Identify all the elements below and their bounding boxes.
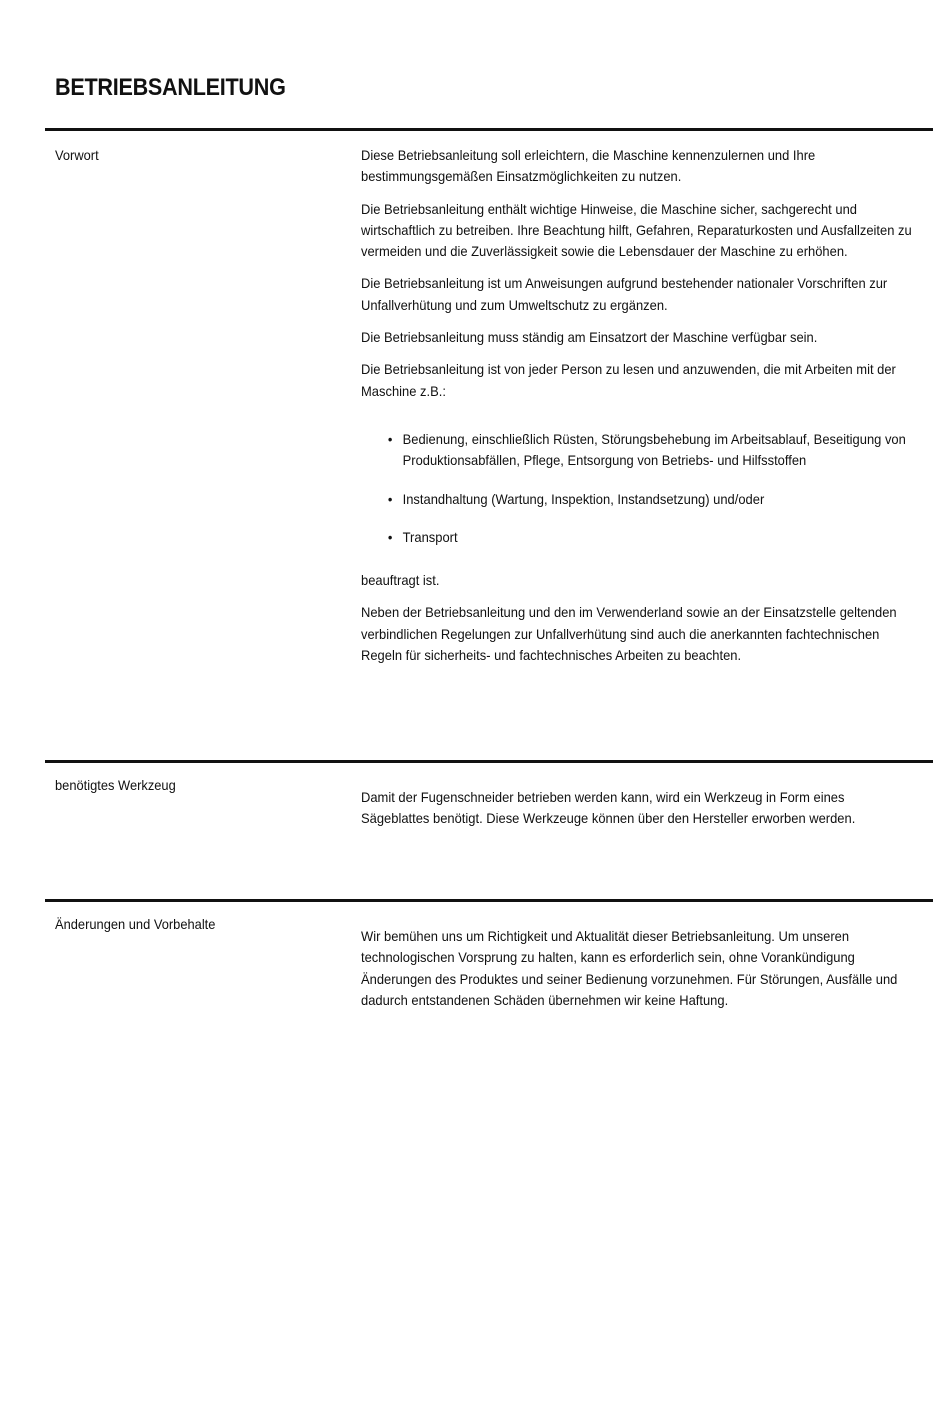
list-item-text: Bedienung, einschließlich Rüsten, Störungsbehebung im Arbeitsablauf, Beseitigung von Produktionsabfällen, Pflege, Entsorgung von Betriebs- und Hilfsstoffen: [402, 430, 906, 469]
paragraph: Die Betriebsanleitung ist von jeder Person zu lesen und anzuwenden, die mit Arbeiten mit der Maschine z.B.:: [361, 361, 896, 399]
bullet-icon: •: [387, 430, 393, 447]
section-label-vorwort: Vorwort: [55, 147, 99, 163]
page-title: BETRIEBSANLEITUNG: [55, 74, 286, 101]
section-body-vorwort: [361, 145, 916, 677]
list-item-text: Instandhaltung (Wartung, Inspektion, Instandsetzung) und/oder: [402, 490, 765, 507]
paragraph: Die Betriebsanleitung ist um Anweisungen aufgrund bestehender nationaler Vorschriften zur Unfallverhütung und zum Umweltschutz zu ergänzen.: [361, 275, 888, 313]
section-divider: [45, 128, 933, 131]
section-label-aenderungen: Änderungen und Vorbehalte: [55, 916, 216, 932]
bullet-icon: •: [387, 528, 393, 545]
list-item: [361, 489, 916, 510]
paragraph: Diese Betriebsanleitung soll erleichtern, die Maschine kennenzulernen und Ihre bestimmungsgemäßen Einsatzmöglichkeiten zu nutzen.: [361, 147, 816, 185]
paragraph: Damit der Fugenschneider betrieben werden kann, wird ein Werkzeug in Form eines Sägeblattes benötigt. Diese Werkzeuge können über den Hersteller erworben werden.: [361, 789, 856, 827]
section-body-aenderungen: [361, 926, 916, 1022]
section-divider: [45, 760, 933, 763]
paragraph: Wir bemühen uns um Richtigkeit und Aktualität dieser Betriebsanleitung. Um unseren technologischen Vorsprung zu halten, kann es erforderlich sein, ohne Vorankündigung Änderungen des Produktes und seiner Bedienung vorzunehmen. Für Störungen, Ausfälle und dadurch entstandenen Schäden übernehmen wir keine Haftung.: [361, 928, 898, 1008]
bullet-icon: •: [387, 490, 393, 507]
list-item: [361, 429, 916, 472]
list-item: [361, 527, 916, 548]
bullet-list: [361, 429, 916, 548]
section-divider: [45, 899, 933, 902]
paragraph: Die Betriebsanleitung muss ständig am Einsatzort der Maschine verfügbar sein.: [361, 329, 818, 346]
section-label-werkzeug: benötigtes Werkzeug: [55, 777, 176, 793]
paragraph: Die Betriebsanleitung enthält wichtige Hinweise, die Maschine sicher, sachgerecht und wirtschaftlich zu betreiben. Ihre Beachtung hilft, Gefahren, Reparaturkosten und Ausfallzeiten zu vermeiden und die Zuverlässigkeit sowie die Lebensdauer der Maschine zu erhöhen.: [361, 200, 912, 260]
section-body-werkzeug: [361, 787, 916, 841]
paragraph: Neben der Betriebsanleitung und den im Verwenderland sowie an der Einsatzstelle geltenden verbindlichen Regelungen zur Unfallverhütung sind auch die anerkannten fachtechnischen Regeln für sicherheits- und fachtechnisches Arbeiten zu beachten.: [361, 604, 897, 664]
paragraph: beauftragt ist.: [361, 572, 440, 589]
list-item-text: Transport: [402, 528, 458, 545]
